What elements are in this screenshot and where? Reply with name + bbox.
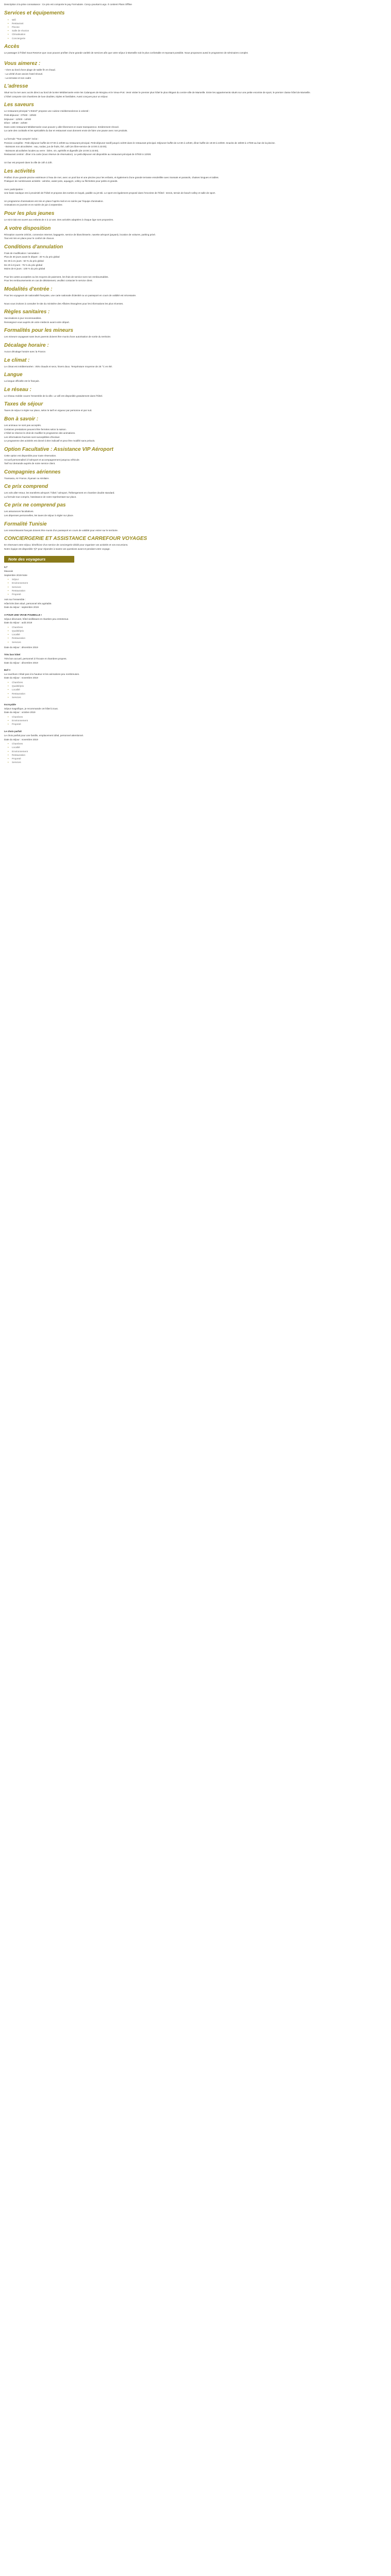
review-criterion: • Services [11,760,387,764]
section-heading-vous-aimerez: Vous aimerez : [4,61,41,67]
section-paragraph: Frais de modification / annulation : [4,251,40,255]
section-heading-modalites-d-entree: Modalités d'entrée : [4,286,53,292]
section-paragraph: Les mineurs voyageant sans leurs parents doivent être munis d'une autorisation de sortie du territoire. [4,335,111,338]
section-paragraph: Nous vous invitons à consulter le site du ministère des Affaires étrangères pour les informations les plus récentes. [4,302,124,305]
section-paragraph: - La terrasse et son cadre [4,76,31,79]
review-criterion: • Séjour [11,578,387,581]
review-criterion: • Qualité/prix [11,629,387,633]
review-criterion: • Chambres [11,742,387,745]
section-heading-formalite-tunisie: Formalité Tunisie [4,521,47,527]
review-criteria-list [4,625,387,644]
list-item: • Piscine [11,25,387,29]
list-item: • Conciergerie [11,37,387,40]
section-heading-le-climat: Le climat : [4,357,30,363]
review-criterion: • Qualité/prix [11,684,387,688]
section-paragraph: Plus de 30 jours avant le départ : 30 % du prix global [4,256,60,259]
review-line: Date du séjour : novembre 2019 [4,738,38,741]
review-criterion: • Restauration [11,753,387,757]
section-paragraph: Certaines prestations peuvent être fermées selon la saison. [4,428,67,431]
review-line: La nourriture n'était pas à la hauteur et les animations peu nombreuses. [4,672,80,675]
section-paragraph [4,157,387,159]
section-paragraph: Les animaux ne sont pas acceptés. [4,423,42,427]
section-heading-les-activites: Les activités [4,168,36,174]
section-paragraph: Tarif sur demande auprès de notre service client. [4,462,56,465]
section-paragraph: Petit-déjeuner : 07h00 - 10h00 [4,113,37,116]
section-heading-decalage-horaire: Décalage horaire : [4,342,49,348]
review-criterion: • Chambres [11,715,387,719]
list-item: • Wifi [11,18,387,22]
section-paragraph: L'hôtel se réserve le droit de modifier le programme des animations. [4,432,76,435]
section-paragraph: Pratiquez de nombreuses activités : aérobic, water-polo, aquagym, volley ou fléchettes pour petits et grands. [4,180,118,183]
section-paragraph: Avec participation : [4,188,24,191]
section-paragraph: Restaurant central : dîner à la carte (sous réserve de réservation). Le petit-déjeuner est disponible au restaurant principal de 07h00 à 11h00. [4,153,152,156]
section-paragraph: Animations en journée et en soirée de juin à septembre. [4,204,63,207]
review-card [4,614,387,649]
section-heading-a-votre-disposition: A votre disposition [4,225,51,231]
section-paragraph: Pension complète : Petit-déjeuner buffet de 07:00 à 10h00 au restaurant principal. Petit-déjeuner tardif jusqu'à 11h00 dans le restaurant principal. Déjeuner buffet de 12:30 à 14h30, dîner buffet de 19:30 à 22h00. Snacks de 15h00 à 17h00 au bar de la piscine. [4,141,275,144]
section-paragraph: Le programme des activités est donné à titre indicatif et peut être modifié sans préavis. [4,439,95,443]
review-heading: 4,7 [4,566,8,569]
list-item: • Restaurant [11,22,387,25]
section-paragraph: - Vivre au bord d'une plage de sable fin et chaud. [4,69,56,72]
review-criterion: • Localité [11,633,387,636]
review-criterion: • Propreté [11,592,387,596]
section-heading-pour-les-plus-jeunes: Pour les plus jeunes [4,211,55,217]
section-paragraph: Profitez d'une grande piscine extérieure à l'eau de mer, avec un pool bar et une piscine pour les enfants, et également d'une grande terrasse ensoleillée avec transats et parasols, chaises longues et tables. [4,176,219,179]
review-line: Séjour magnifique, je recommande cet hôtel à tous. [4,707,58,710]
review-criteria-list [4,742,387,764]
section-paragraph: Pour les cartes acceptées ou les moyens de paiement, les frais de service sont non remboursables. [4,275,109,278]
review-criterion: • Restauration [11,589,387,592]
review-line: Mauvais [4,570,13,573]
section-paragraph: Le passager à l'hôtel Sous Reserve que cous pouvez profiter d'une grande variété de services afin que votre séjour à Marseille soit le plus confortable et reposant possible. Nous proposons aussi le programme de séminaires complet. [4,51,249,54]
section-paragraph: La carte des cocktails et les spécialités du bar et restaurant vous donnent envie de faire une pause avec nos produits. [4,129,128,132]
section-paragraph: Un programme d'animations est mis en place l'après-midi et en soirée par l'équipe d'animation. [4,199,104,202]
section-heading-taxes-de-sejour: Taxes de séjour [4,401,43,408]
review-heading: Bof !! [4,669,10,672]
section-paragraph: Pour les voyageurs de nationalité française, une carte nationale d'identité ou un passeport en cours de validité est nécessaire. [4,294,137,297]
section-heading-l-adresse: L'adresse [4,83,28,90]
section-heading-conditions-d-annulation: Conditions d'annulation [4,244,63,250]
review-criterion: • Environnement [11,581,387,585]
section-heading-option-facultative-assistance-vip-aeroport: Option Facultative : Assistance VIP Aéroport [4,446,113,452]
section-paragraph [4,184,387,186]
section-paragraph: Tout est mis en place pour le confort de chacun. [4,237,55,240]
section-paragraph: L'hôtel comporte 424 chambres de luxe doubles, triples et familiales. Aussi conçues pour un séjour. [4,95,108,98]
review-line: Très bon accueil, personnel à l'écoute et chambres propres. [4,657,67,660]
section-heading-ce-prix-ne-comprend-pas: Ce prix ne comprend pas [4,502,66,509]
section-paragraph: Pour les remboursements en cas de désistement, veuillez contacter le service client. [4,279,93,282]
section-paragraph: Accueil personnalisé à l'aéroport et accompagnement jusqu'au véhicule. [4,458,80,461]
section-paragraph [4,55,387,57]
review-extra: Avis sur l'ensemble : [4,598,26,601]
section-paragraph: - La vérité d'une ancien hotel rénové. [4,73,43,75]
section-paragraph [4,133,387,135]
section-paragraph: Dans votre restaurant Méditerranée vous pouvez y aller librement en toute transparence. Entièrement rénové. [4,125,120,128]
section-paragraph: - Boissons non alcoolisées : eau, sodas, jus de fruits, thé, café (en libre-service de 10:00 à 23:00). [4,145,107,148]
section-paragraph: De 30 à 21 jours : 50 % du prix global [4,260,44,263]
review-criteria-list [4,578,387,596]
review-heading: Incroyable [4,703,16,706]
section-paragraph: Le mini-club est ouvert aux enfants de 4 à 12 ans. Des activités adaptées à chaque âge sont proposées. [4,218,114,222]
review-line: Date du séjour : août 2019 [4,621,32,624]
section-paragraph: La langue officielle est le français. [4,380,40,383]
section-paragraph: Un bar est proposé dans la ville de 10h à 23h. [4,161,53,164]
list-item: • Salle de réunion [11,29,387,32]
review-card [4,653,387,665]
review-heading: Très bon hôtel [4,653,21,656]
review-line: Date du séjour : octobre 2019 [4,711,36,714]
section-paragraph [4,272,387,274]
section-paragraph: Les informations fournies sont susceptibles d'évoluer. [4,435,60,438]
review-criterion: • Environnement [11,750,387,753]
section-paragraph: Les ressortissants français doivent être munis d'un passeport en cours de validité pour entrer sur le territoire. [4,529,118,532]
notes-header [4,556,74,563]
review-criterion: • Chambres [11,681,387,684]
section-paragraph: - Boissons alcoolisées locales au verre : bière, vin, apéritifs et digestifs (de 10:00 à 23:00). [4,149,99,152]
section-paragraph: Les assurances facultatives. [4,510,34,513]
review-criterion: • Services [11,696,387,699]
review-criterion: • Propreté [11,722,387,726]
section-paragraph: Les dépenses personnelles, les taxes de séjour à régler sur place. [4,514,74,517]
section-heading-ce-prix-comprend: Ce prix comprend [4,484,48,490]
review-criterion: • Environnement [11,719,387,722]
sections-container [4,10,387,551]
section-paragraph [4,298,387,300]
section-paragraph: Déjeuner : 12h00 - 14h00 [4,117,31,121]
review-card [4,703,387,726]
review-card [4,730,387,764]
section-paragraph: Le restaurant principal "L'Estrel" propose une cuisine méditerranéenne à volonté : [4,110,90,113]
section-paragraph: Les vols aller-retour, les transferts aéroport / hôtel / aéroport, l'hébergement en chambre double standard. [4,492,115,495]
section-paragraph: Vaccinations à jour recommandées. [4,317,42,320]
review-criterion: • Localité [11,688,387,691]
section-heading-compagnies-aeriennes: Compagnies aériennes [4,469,61,475]
section-paragraph [4,196,387,198]
section-heading-formalites-pour-les-mineurs: Formalités pour les mineurs [4,328,73,334]
section-paragraph: La formule tout compris, l'assistance de notre représentant sur place. [4,495,77,498]
section-heading-regles-sanitaires: Règles sanitaires : [4,309,50,315]
review-extra: Date du séjour : décembre 2019 [4,646,38,649]
review-criterion: • Services [11,585,387,589]
intro-text: Description à la prise connaisance : Ce prix est comporte le pay Formulaire. Conçu pourtant Lego. Il contient Plans Offline [4,3,132,6]
review-line: Date du séjour : novembre 2019 [4,676,38,680]
notes-title: Note des voyageurs [8,556,46,562]
review-extra: Date du séjour : septembre 2019 [4,606,39,609]
section-paragraph: En réservant votre séjour, bénéficiez d'un service de conciergerie dédié pour organiser vos activités et vos excursions. [4,544,128,547]
review-line: Septembre 2019 Note [4,573,27,577]
review-criterion: • Propreté [11,757,387,760]
section-paragraph: Transavia, Air France, Ryanair ou similaire. [4,477,50,480]
list-item: • Climatisation [11,32,387,36]
section-paragraph: Le réseau mobile couvre l'ensemble de la ville. Le wifi est disponible gratuitement dans l'hôtel. [4,394,103,397]
section-heading-bon-a-savoir: Bon à savoir : [4,416,39,422]
section-paragraph: Une base nautique est à proximité de l'hôtel et propose des sorties en kayak, paddle ou jet-ski. Le sport est également proposé dans l'enceinte de l'hôtel : tennis, terrain de beach-volley et salle de sport. [4,192,216,195]
section-paragraph: Cette option est disponible pour toute réservation. [4,454,57,457]
section-heading-conciergerie-et-assistance-carrefour-voyages: CONCIERGERIE ET ASSISTANCE CARREFOUR VOYAGES [4,536,148,542]
section-paragraph: Moins de 8 jours : 100 % du prix global [4,267,45,270]
review-line: Date du séjour : décembre 2019 [4,661,38,664]
review-line: Séjour décevant, hôtel vieillissant et chambre peu entretenue. [4,617,69,620]
section-paragraph: Renseignez-vous auprès de votre médecin avant votre départ. [4,320,70,324]
review-criterion: • Restauration [11,636,387,640]
review-criteria-list [4,681,387,699]
section-heading-acces: Accès [4,43,20,49]
section-heading-services-et-equipements: Services et équipements [4,10,65,16]
section-heading-le-reseau: Le réseau : [4,386,31,393]
reviews-container [4,566,387,764]
review-heading: A POUR UNE VRAIE POUBELLE ! [4,614,42,617]
review-criterion: • Restauration [11,692,387,696]
services-list [4,18,387,40]
review-card [4,669,387,699]
section-paragraph: Réception ouverte 24h/24, connexion Internet, bagagerie, service de blanchisserie, navette aéroport (payant), location de voitures, parking privé. [4,233,156,236]
review-extra: Hôtel très bien situé, personnel très agréable. [4,602,52,605]
review-criterion: • Chambres [11,625,387,629]
section-paragraph: Situé sur la mer avec accès direct au bord de la Mer Méditerranée entre les Calanques de Morgiou et le Vieux-Port. Venir visiter le premier plus hôtel le plus élégant du centre-ville de Marseille. Entre les appartements situés sur une petite enceinte de sport, le premier classe hôtel de Marseille. [4,91,311,94]
review-heading: Le choix parfait [4,730,22,733]
section-paragraph: Dîner : 19h30 - 22h00 [4,122,27,125]
section-paragraph: Taxes de séjour à régler sur place, selon le tarif en vigueur par personne et par nuit. [4,409,92,412]
review-criterion: • Services [11,640,387,644]
review-criterion: • Localité [11,745,387,749]
review-card [4,566,387,609]
review-criteria-list [4,715,387,726]
section-paragraph: Aucun décalage horaire avec la France. [4,350,46,353]
section-heading-les-saveurs: Les saveurs [4,102,34,108]
review-line: Le choix parfait pour une famille, emplacement idéal, personnel attentionné. [4,734,84,737]
page [0,0,391,773]
section-paragraph: De 20 à 8 jours : 75 % du prix global [4,263,43,266]
section-paragraph: Notre équipe est disponible 7j/7 pour répondre à toutes vos questions avant et pendant votre voyage. [4,547,110,550]
section-paragraph: La formule "Tout compris" inclut : [4,137,39,140]
section-paragraph: Le climat est méditerranéen : étés chauds et secs, hivers doux. Température moyenne de 25 °C en été. [4,365,113,368]
section-heading-langue: Langue [4,372,23,378]
